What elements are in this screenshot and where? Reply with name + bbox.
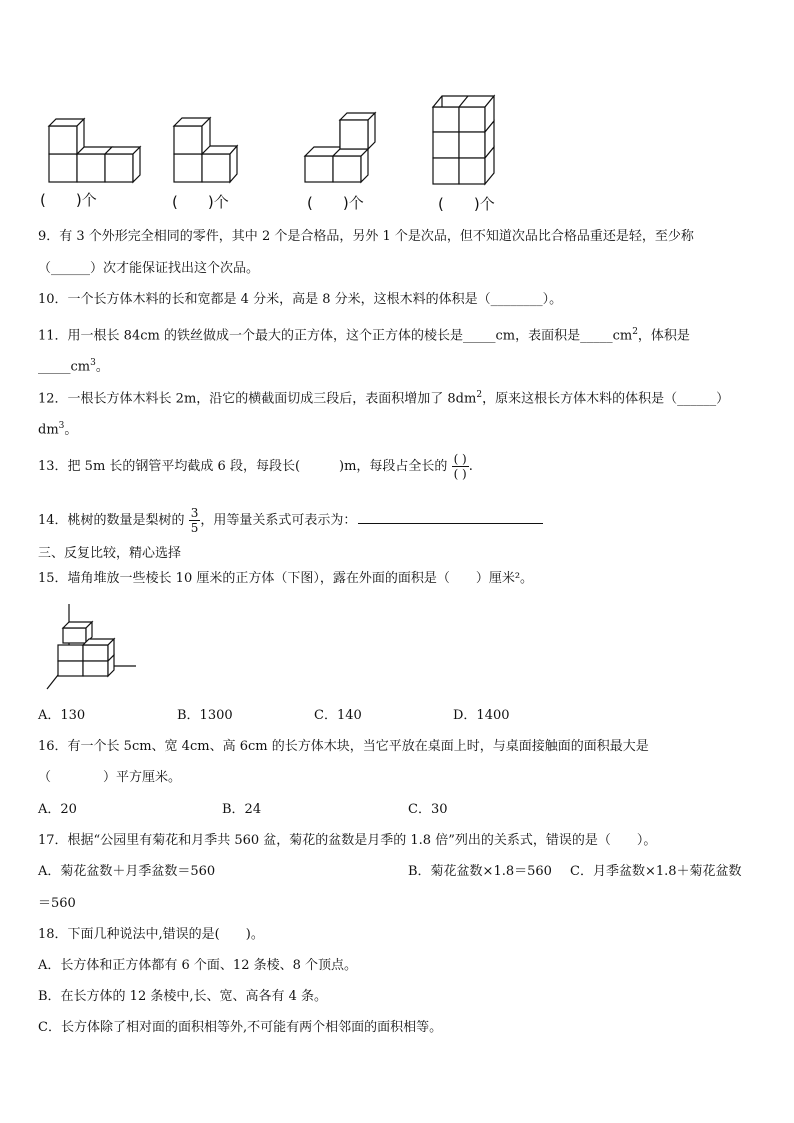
question-16-option-c[interactable]: C．30 (408, 802, 448, 817)
figure-3-answer: ( )个 (307, 194, 364, 212)
question-15-option-b[interactable]: B．1300 (177, 708, 233, 723)
question-13-fraction (452, 452, 469, 481)
question-10: 10．一个长方体木料的长和宽都是 4 分米，高是 8 分米，这根木料的体积是（________）。 (38, 292, 563, 307)
question-11-line-1 (38, 323, 690, 345)
cube-figure-2 (174, 118, 237, 182)
figure-1-answer: ( )个 (40, 191, 97, 209)
corner-cubes-figure (40, 600, 150, 695)
question-11-text-b: ，体积是 (637, 328, 690, 344)
question-16-option-a[interactable]: A．20 (38, 802, 77, 817)
question-12-line-2 (38, 417, 77, 439)
question-17-option-b[interactable]: B．菊花盆数×1.8＝560 (408, 864, 552, 879)
question-17-line-1: 17．根据“公园里有菊花和月季共 560 盆，菊花的盆数是月季的 1.8 倍”列出的关系式，错误的是（ ）。 (38, 833, 657, 848)
question-14-fraction (189, 506, 201, 535)
cube-figure-3 (305, 113, 375, 182)
question-12-text-c: dm (38, 422, 59, 438)
question-15-option-d[interactable]: D．1400 (453, 708, 510, 723)
question-12-sup-2: 3 (58, 421, 65, 431)
question-17-option-c[interactable]: C．月季盆数×1.8＋菊花盆数 (570, 864, 742, 879)
question-18-line-1: 18．下面几种说法中,错误的是( )。 (38, 927, 264, 942)
question-15-option-c[interactable]: C．140 (314, 708, 362, 723)
question-13 (38, 452, 473, 481)
question-11-line-2 (38, 354, 109, 376)
fraction-numerator: ( ) (453, 452, 467, 466)
question-12-text-d: 。 (64, 422, 78, 438)
question-9-line-1: 9．有 3 个外形完全相同的零件，其中 2 个是合格品，另外 1 个是次品，但不知道次品比合格品重还是轻，至少称 (38, 229, 694, 244)
question-15: 15．墙角堆放一些棱长 10 厘米的正方体（下图），露在外面的面积是（ ）厘米²。 (38, 571, 534, 586)
question-15-option-a[interactable]: A．130 (38, 708, 86, 723)
question-17-option-c-cont: ＝560 (38, 896, 76, 911)
question-12-text-b: ，原来这根长方体木料的体积是（______） (482, 391, 730, 407)
question-16-option-b[interactable]: B．24 (222, 802, 262, 817)
figure-4-answer: ( )个 (438, 195, 495, 213)
question-17-option-a[interactable]: A．菊花盆数＋月季盆数＝560 (38, 864, 216, 879)
question-16-line-2: （ ）平方厘米。 (38, 770, 182, 785)
question-11-text-d: 。 (95, 359, 109, 375)
question-9-line-2: （______）次才能保证找出这个次品。 (38, 261, 260, 276)
question-11-text-a: 11．用一根长 84cm 的铁丝做成一个最大的正方体，这个正方体的棱长是_____cm，表面积是_____cm (38, 328, 633, 344)
question-11-text-c: _____cm (38, 359, 91, 375)
section-3-heading: 三、反复比较，精心选择 (38, 546, 182, 561)
question-12-sup-1: 2 (476, 390, 483, 400)
fraction-numerator: 3 (190, 506, 199, 520)
question-11-sup-2: 3 (90, 358, 96, 368)
fraction-denominator: 5 (190, 521, 199, 535)
question-18-option-c[interactable]: C．长方体除了相对面的面积相等外,不可能有两个相邻面的面积相等。 (38, 1020, 443, 1035)
question-14-answer-line[interactable] (358, 511, 543, 524)
question-14 (38, 506, 543, 535)
question-16-line-1: 16．有一个长 5cm、宽 4cm、高 6cm 的长方体木块，当它平放在桌面上时，与桌面接触面的面积最大是 (38, 739, 649, 754)
question-13-period: . (468, 459, 473, 474)
cube-figures (0, 80, 794, 190)
question-14-text-b: ，用等量关系式可表示为： (200, 513, 357, 528)
question-13-text: 13．把 5m 长的钢管平均截成 6 段，每段长( )m，每段占全长的 (38, 459, 448, 474)
question-12-line-1 (38, 386, 729, 408)
cube-figure-1 (49, 119, 140, 182)
cube-figure-4 (433, 96, 494, 184)
question-11-sup-1: 2 (632, 327, 638, 337)
question-12-text-a: 12．一根长方体木料长 2m，沿它的横截面切成三段后，表面积增加了 8dm (38, 391, 477, 407)
question-18-option-a[interactable]: A．长方体和正方体都有 6 个面、12 条棱、8 个顶点。 (38, 958, 358, 973)
fraction-denominator: ( ) (453, 467, 467, 481)
question-18-option-b[interactable]: B．在长方体的 12 条棱中,长、宽、高各有 4 条。 (38, 989, 328, 1004)
figure-2-answer: ( )个 (172, 193, 229, 211)
question-14-text: 14．桃树的数量是梨树的 (38, 513, 185, 528)
